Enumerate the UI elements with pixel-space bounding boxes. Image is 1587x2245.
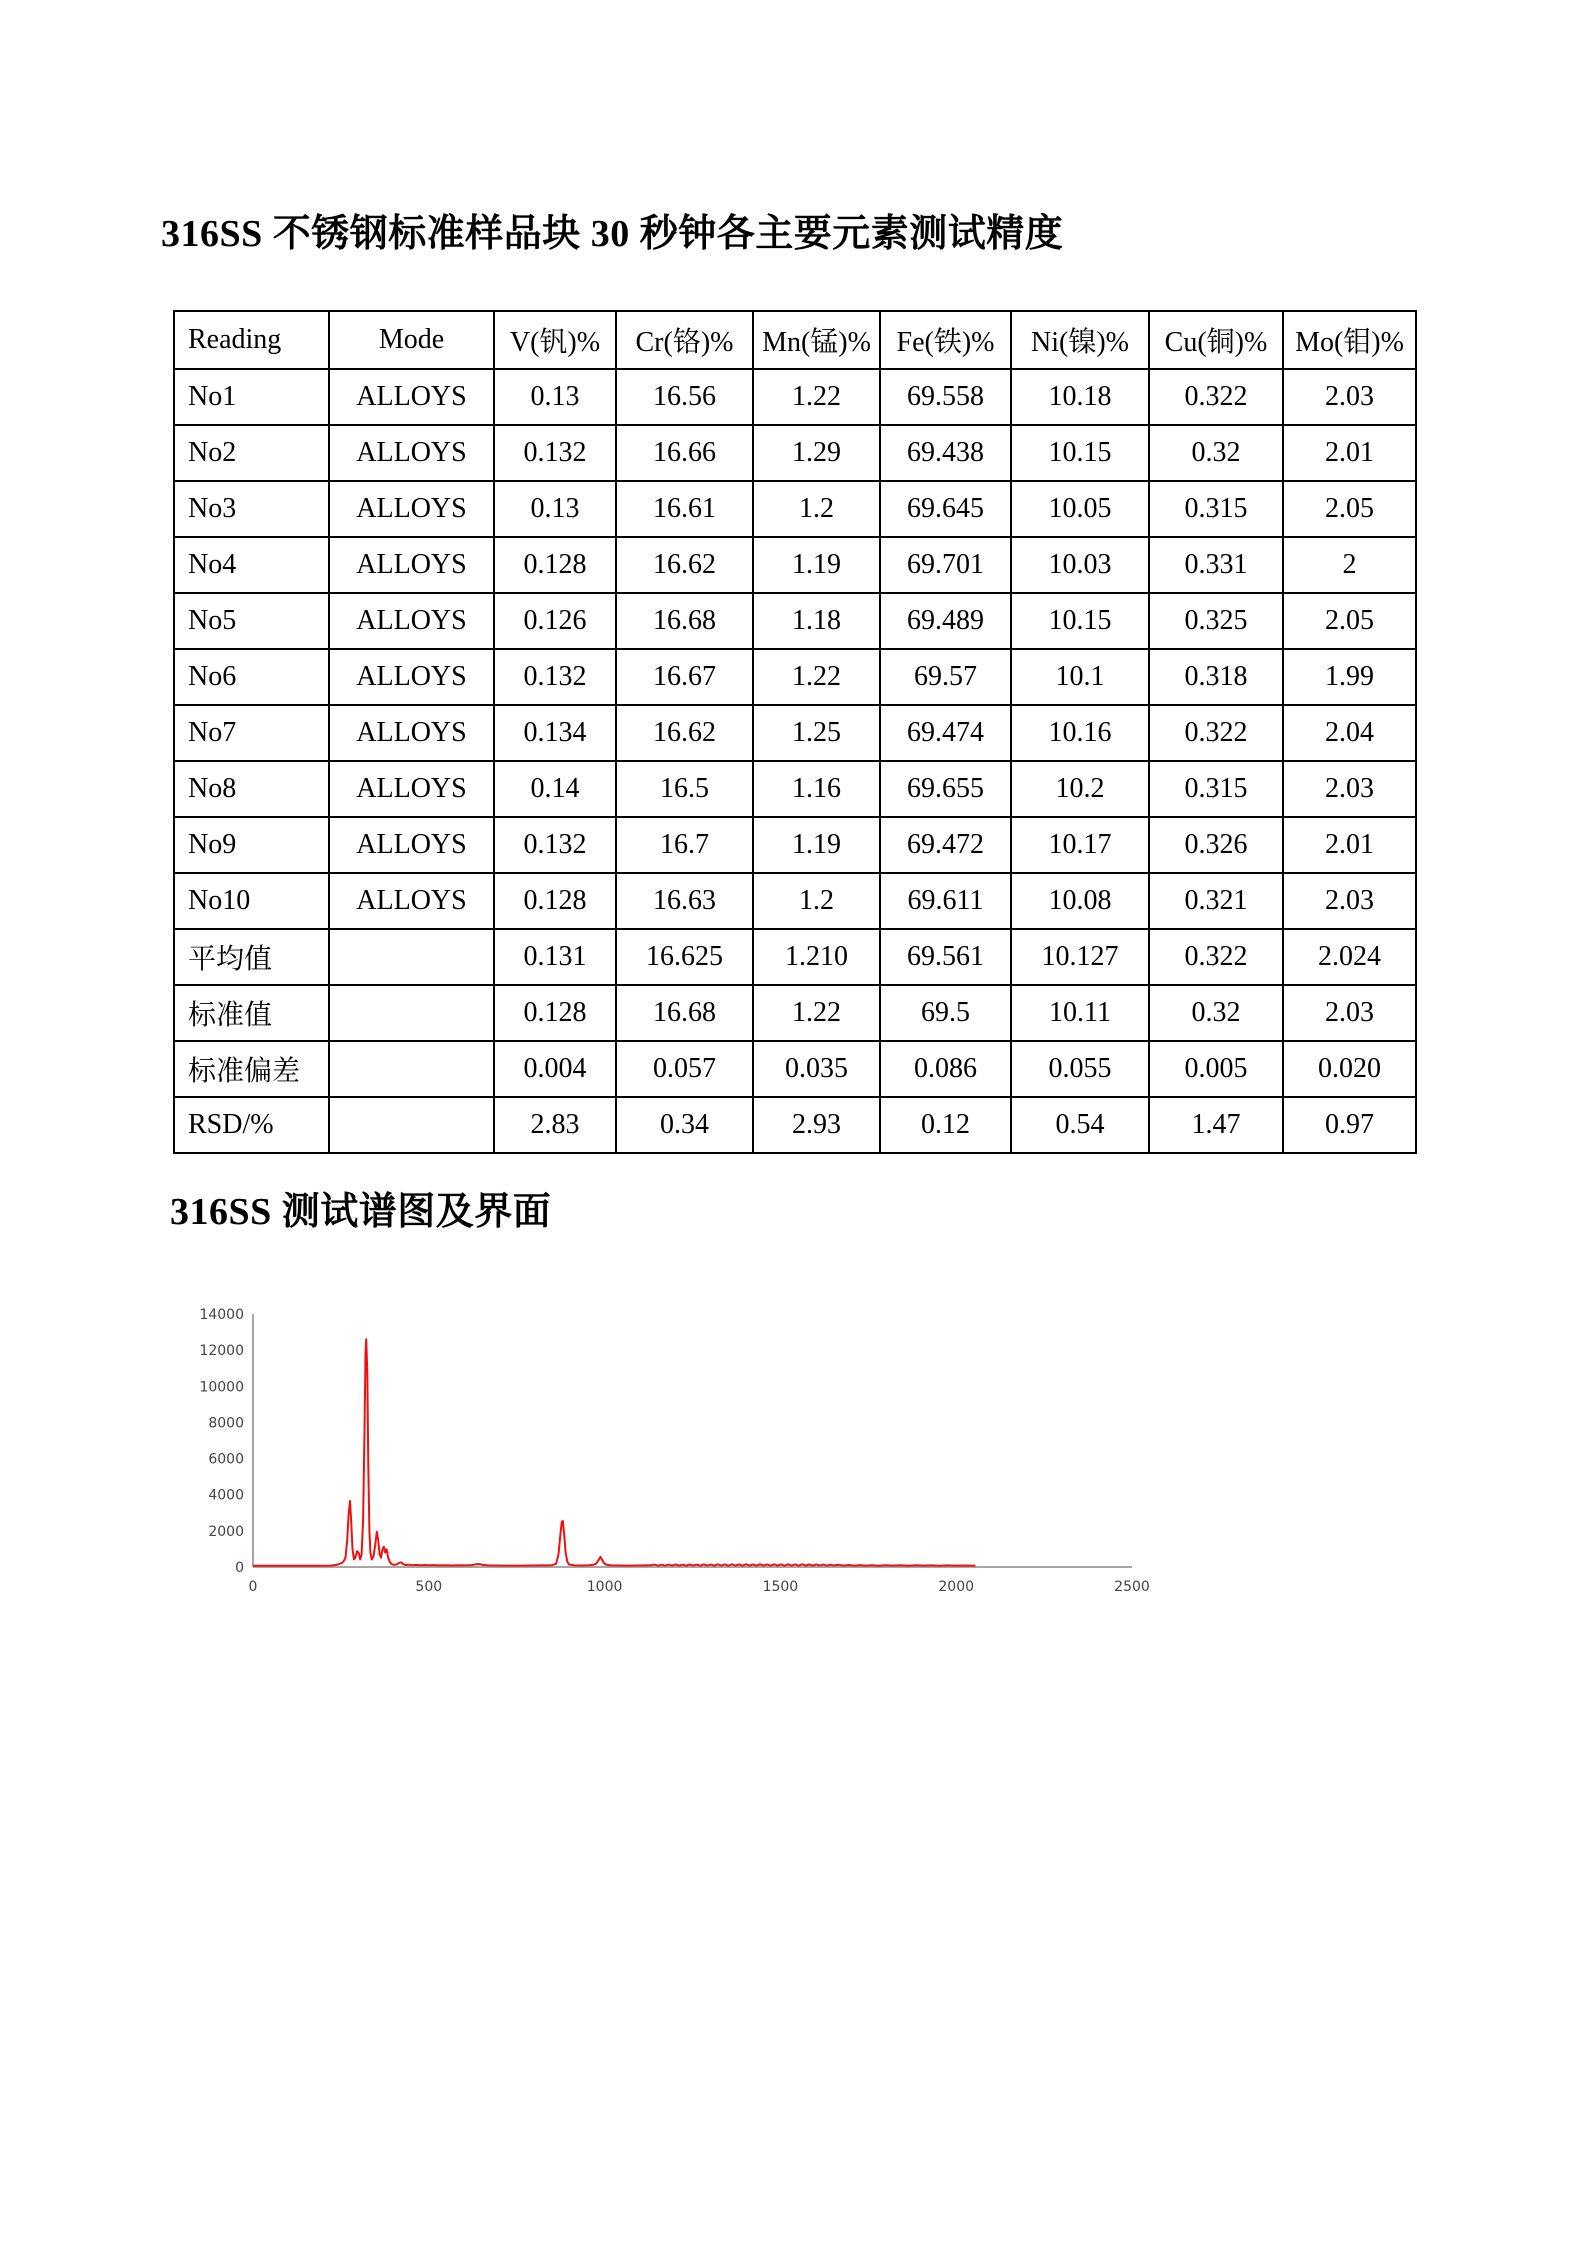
cell: 2.83 [494,1097,616,1153]
cell: 69.561 [880,929,1011,985]
cell: 16.61 [616,481,753,537]
cell: 10.127 [1011,929,1149,985]
cell: 0.128 [494,873,616,929]
cell [329,1097,494,1153]
cell: 1.19 [753,537,880,593]
cell: 1.2 [753,873,880,929]
cell: 0.32 [1149,425,1283,481]
cell: 0.132 [494,649,616,705]
row-label: No9 [174,817,329,873]
cell [329,985,494,1041]
cell: ALLOYS [329,761,494,817]
table-body [174,369,1416,1153]
cell: 2.05 [1283,481,1416,537]
cell: 16.68 [616,985,753,1041]
cell: 16.68 [616,593,753,649]
cell: 2.01 [1283,817,1416,873]
cell: 2.01 [1283,425,1416,481]
cell: 10.18 [1011,369,1149,425]
row-label: 标准值 [174,985,329,1041]
column-header-5: Fe(铁)% [880,311,1011,369]
cell: 2.04 [1283,705,1416,761]
cell: 0.326 [1149,817,1283,873]
y-tick-label: 6000 [208,1451,244,1468]
cell: 0.132 [494,817,616,873]
cell: 10.05 [1011,481,1149,537]
table-row-2 [174,481,1416,537]
y-tick-label: 14000 [199,1307,244,1323]
cell: 1.19 [753,817,880,873]
precision-table [173,310,1417,1154]
spectrum-line [253,1339,976,1565]
row-label: 平均值 [174,929,329,985]
cell: ALLOYS [329,649,494,705]
column-header-2: V(钒)% [494,311,616,369]
y-tick-label: 0 [235,1560,244,1576]
cell: ALLOYS [329,593,494,649]
row-label: No1 [174,369,329,425]
table-header-row [174,311,1416,369]
cell: 0.132 [494,425,616,481]
row-label: No6 [174,649,329,705]
cell [329,1041,494,1097]
cell: 10.2 [1011,761,1149,817]
cell: 2.93 [753,1097,880,1153]
table-row-13 [174,1097,1416,1153]
cell: 10.17 [1011,817,1149,873]
cell: 0.322 [1149,929,1283,985]
row-label: 标准偏差 [174,1041,329,1097]
cell: 0.322 [1149,705,1283,761]
cell: 69.5 [880,985,1011,1041]
cell: 69.438 [880,425,1011,481]
cell: 16.62 [616,705,753,761]
column-header-8: Mo(钼)% [1283,311,1416,369]
y-tick-label: 8000 [208,1415,244,1432]
cell: 16.5 [616,761,753,817]
cell: 2.03 [1283,985,1416,1041]
table-row-7 [174,761,1416,817]
cell: 16.62 [616,537,753,593]
x-tick-label: 1000 [586,1579,623,1595]
cell: 0.13 [494,369,616,425]
column-header-1: Mode [329,311,494,369]
row-label: No7 [174,705,329,761]
cell: 0.331 [1149,537,1283,593]
cell: 0.12 [880,1097,1011,1153]
cell: 16.63 [616,873,753,929]
column-header-4: Mn(锰)% [753,311,880,369]
cell: 0.97 [1283,1097,1416,1153]
cell: 69.57 [880,649,1011,705]
y-tick-label: 10000 [199,1379,244,1396]
cell: 0.325 [1149,593,1283,649]
cell: 0.134 [494,705,616,761]
table-row-10 [174,929,1416,985]
cell: 0.126 [494,593,616,649]
x-tick-label: 2500 [1114,1579,1150,1595]
cell: 0.315 [1149,481,1283,537]
y-tick-label: 2000 [208,1523,244,1540]
cell: 1.16 [753,761,880,817]
cell: 1.25 [753,705,880,761]
cell: ALLOYS [329,481,494,537]
cell: 16.66 [616,425,753,481]
cell: 0.321 [1149,873,1283,929]
cell: 0.34 [616,1097,753,1153]
cell [329,929,494,985]
cell: 69.645 [880,481,1011,537]
cell: 69.489 [880,593,1011,649]
cell: 0.020 [1283,1041,1416,1097]
table-row-11 [174,985,1416,1041]
cell: 1.22 [753,649,880,705]
cell: 0.057 [616,1041,753,1097]
cell: ALLOYS [329,705,494,761]
y-tick-label: 12000 [199,1343,244,1360]
table-row-8 [174,817,1416,873]
cell: 69.611 [880,873,1011,929]
cell: 69.474 [880,705,1011,761]
cell: 16.67 [616,649,753,705]
cell: 0.004 [494,1041,616,1097]
cell: 10.08 [1011,873,1149,929]
cell: 10.16 [1011,705,1149,761]
cell: 0.035 [753,1041,880,1097]
cell: ALLOYS [329,873,494,929]
table-row-0 [174,369,1416,425]
column-header-0: Reading [174,311,329,369]
cell: 1.47 [1149,1097,1283,1153]
cell: 1.2 [753,481,880,537]
cell: 10.15 [1011,425,1149,481]
table-row-1 [174,425,1416,481]
cell: 0.322 [1149,369,1283,425]
x-tick-label: 500 [415,1579,443,1595]
cell: 0.055 [1011,1041,1149,1097]
row-label: No8 [174,761,329,817]
cell: 10.03 [1011,537,1149,593]
cell: 10.15 [1011,593,1149,649]
table-row-3 [174,537,1416,593]
cell: 0.13 [494,481,616,537]
x-tick-label: 1500 [762,1579,799,1595]
table-row-5 [174,649,1416,705]
y-tick-label: 4000 [208,1487,244,1504]
cell: 2 [1283,537,1416,593]
cell: 10.11 [1011,985,1149,1041]
cell: 69.472 [880,817,1011,873]
cell: 10.1 [1011,649,1149,705]
cell: 2.03 [1283,369,1416,425]
cell: 1.99 [1283,649,1416,705]
section-title-spectrum: 316SS 测试谱图及界面 [170,1191,552,1233]
cell: 16.56 [616,369,753,425]
cell: 0.14 [494,761,616,817]
cell: 0.086 [880,1041,1011,1097]
cell: 1.210 [753,929,880,985]
row-label: No5 [174,593,329,649]
cell: 2.05 [1283,593,1416,649]
cell: 0.131 [494,929,616,985]
cell: 69.655 [880,761,1011,817]
cell: 0.32 [1149,985,1283,1041]
cell: 0.005 [1149,1041,1283,1097]
cell: ALLOYS [329,817,494,873]
cell: 16.625 [616,929,753,985]
cell: 0.54 [1011,1097,1149,1153]
column-header-3: Cr(铬)% [616,311,753,369]
row-label: RSD/% [174,1097,329,1153]
cell: 1.22 [753,369,880,425]
cell: 2.03 [1283,761,1416,817]
row-label: No4 [174,537,329,593]
x-tick-label: 2000 [938,1579,975,1595]
cell: 2.024 [1283,929,1416,985]
cell: 69.558 [880,369,1011,425]
cell: ALLOYS [329,425,494,481]
cell: 16.7 [616,817,753,873]
cell: ALLOYS [329,369,494,425]
cell: 2.03 [1283,873,1416,929]
table-row-12 [174,1041,1416,1097]
cell: 0.128 [494,537,616,593]
cell: 0.315 [1149,761,1283,817]
cell: 1.18 [753,593,880,649]
column-header-6: Ni(镍)% [1011,311,1149,369]
table-row-4 [174,593,1416,649]
cell: ALLOYS [329,537,494,593]
row-label: No10 [174,873,329,929]
cell: 0.128 [494,985,616,1041]
spectrum-chart [170,1295,1170,1615]
table-row-6 [174,705,1416,761]
cell: 0.318 [1149,649,1283,705]
x-tick-label: 0 [248,1579,258,1595]
section-title-precision: 316SS 不锈钢标准样品块 30 秒钟各主要元素测试精度 [161,213,1064,255]
cell: 1.29 [753,425,880,481]
table-row-9 [174,873,1416,929]
row-label: No2 [174,425,329,481]
row-label: No3 [174,481,329,537]
cell: 1.22 [753,985,880,1041]
cell: 69.701 [880,537,1011,593]
column-header-7: Cu(铜)% [1149,311,1283,369]
